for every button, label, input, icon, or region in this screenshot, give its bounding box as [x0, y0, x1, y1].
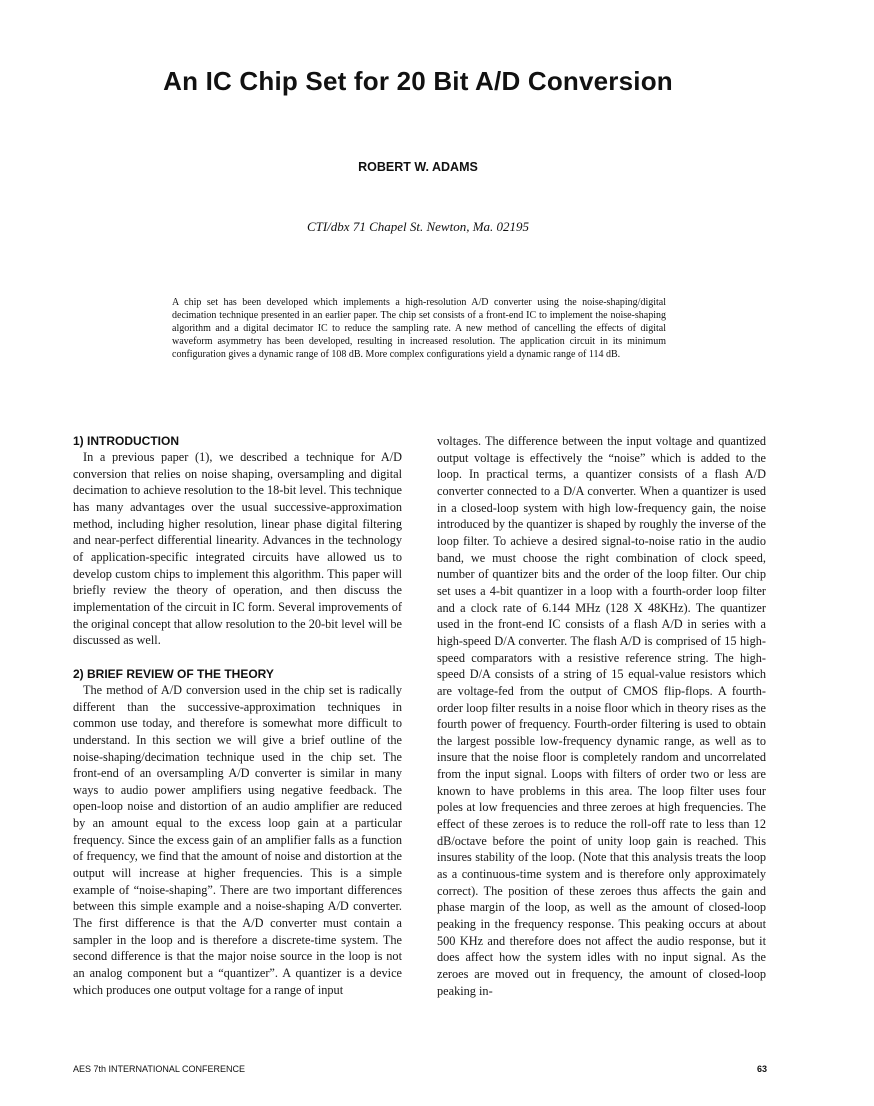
- footer-conference: AES 7th INTERNATIONAL CONFERENCE: [73, 1064, 246, 1074]
- section-text-theory: The method of A/D conversion used in the chip set is radically different than the successive-approximation techniques in common use today, and therefore is somewhat more difficult to understand. In this section we will give a brief outline of the noise-shaping/decimation technique used in the chip set. The front-end of an oversampling A/D converter is similar in many ways to audio power amplifiers using negative feedback. The open-loop noise and distortion of an audio amplifier are reduced by an amount equal to the excess loop gain at a particular frequency. Since the excess gain of an amplifier falls as a function of frequency, we find that the amount of noise and distortion at the output will increase at higher frequencies. This is a simple example of “noise-shaping”. There are two important differences between this simple example and a noise-shaping A/D converter. The first difference is that the A/D converter must contain a sampler in the loop and is therefore a discrete-time system. The second difference is that the major noise source in the loop is not an analog component but a “quantizer”. A quantizer is a device which produces one output voltage for a range of input: [73, 682, 402, 997]
- right-column-text: voltages. The difference between the input voltage and quantized output voltage is effectively the “noise” which is added to the loop. In practical terms, a quantizer consists of a flash A/D converter connected to a D/A converter. When a quantizer is used in a closed-loop system with high low-frequency gain, the noise introduced by the quantizer is shaped by roughly the inverse of the loop filter. To achieve a desired signal-to-noise ratio in the audio band, we must choose the right combination of clock speed, number of quantizer bits and the order of the loop filter. Our chip set uses a 4-bit quantizer in a loop with a fourth-order loop filter and a clock rate of 6.144 MHz (128 X 48KHz). The quantizer used in the front-end IC consists of a flash A/D in series with a high-speed D/A converter. The flash A/D is comprised of 15 high-speed comparators with a resistive reference string. The high-speed D/A consists of a string of 15 equal-value resistors which are voltage-fed from the output of CMOS flip-flops. A fourth-order loop filter results in a noise floor which in theory rises as the fourth power of frequency. Fourth-order filtering is used to obtain the largest possible low-frequency dynamic range, as well as to insure that the noise floor is completely random and uncorrelated from the input signal. Loops with filters of order two or less are known to have problems in this area. The loop filter uses four poles at low frequencies and three zeroes at high frequencies. The effect of these zeroes is to reduce the roll-off rate to less than 12 dB/octave before the point of unity loop gain is reached. This insures stability of the loop. (Note that this analysis treats the loop as a continuous-time system and is therefore only approximately correct). The position of these zeroes thus affects the gain and phase margin of the loop, as well as the amount of closed-loop peaking in the frequency response. This peaking occurs at about 500 KHz and therefore does not affect the audio response, but it does affect how the system idles with no input signal. As the zeroes are moved out in frequency, the amount of closed-loop peaking in-: [437, 434, 766, 998]
- right-column: [437, 433, 766, 999]
- section-heading-introduction: 1) INTRODUCTION: [73, 434, 179, 448]
- author-name: ROBERT W. ADAMS: [358, 160, 478, 174]
- left-column: [73, 433, 402, 998]
- author-affiliation: CTI/dbx 71 Chapel St. Newton, Ma. 02195: [306, 219, 530, 234]
- section-heading-theory: 2) BRIEF REVIEW OF THE THEORY: [73, 666, 274, 681]
- page-number: 63: [757, 1064, 768, 1074]
- paper-title: An IC Chip Set for 20 Bit A/D Conversion: [163, 66, 673, 96]
- abstract: A chip set has been developed which implements a high-resolution A/D converter using the noise-shaping/digital decimation technique presented in an earlier paper. The chip set consists of a front-end IC to implement the noise-shaping algorithm and a digital decimator IC to reduce the sampling rate. A new method of cancelling the effects of digital waveform asymmetry has been developed, resulting in increased resolution. The application circuit in its minimum configuration gives a dynamic range of 108 dB. More complex configurations yield a dynamic range of 114 dB.: [172, 297, 666, 360]
- section-gap: [73, 649, 402, 666]
- section-text-introduction: In a previous paper (1), we described a technique for A/D conversion that relies on noise shaping, oversampling and digital decimation to achieve resolution to the 18-bit level. This technique has many advantages over the usual successive-approximation method, including higher resolution, linear phase digital filtering and near-perfect differential linearity. Advances in the technology of application-specific integrated circuits have allowed us to develop custom chips to implement this algorithm. This paper will briefly review the theory of operation, and then discuss the implementation of the circuit in IC form. Several improvements of the original concept that allow resolution to the 20-bit level will be discussed as well.: [73, 450, 402, 648]
